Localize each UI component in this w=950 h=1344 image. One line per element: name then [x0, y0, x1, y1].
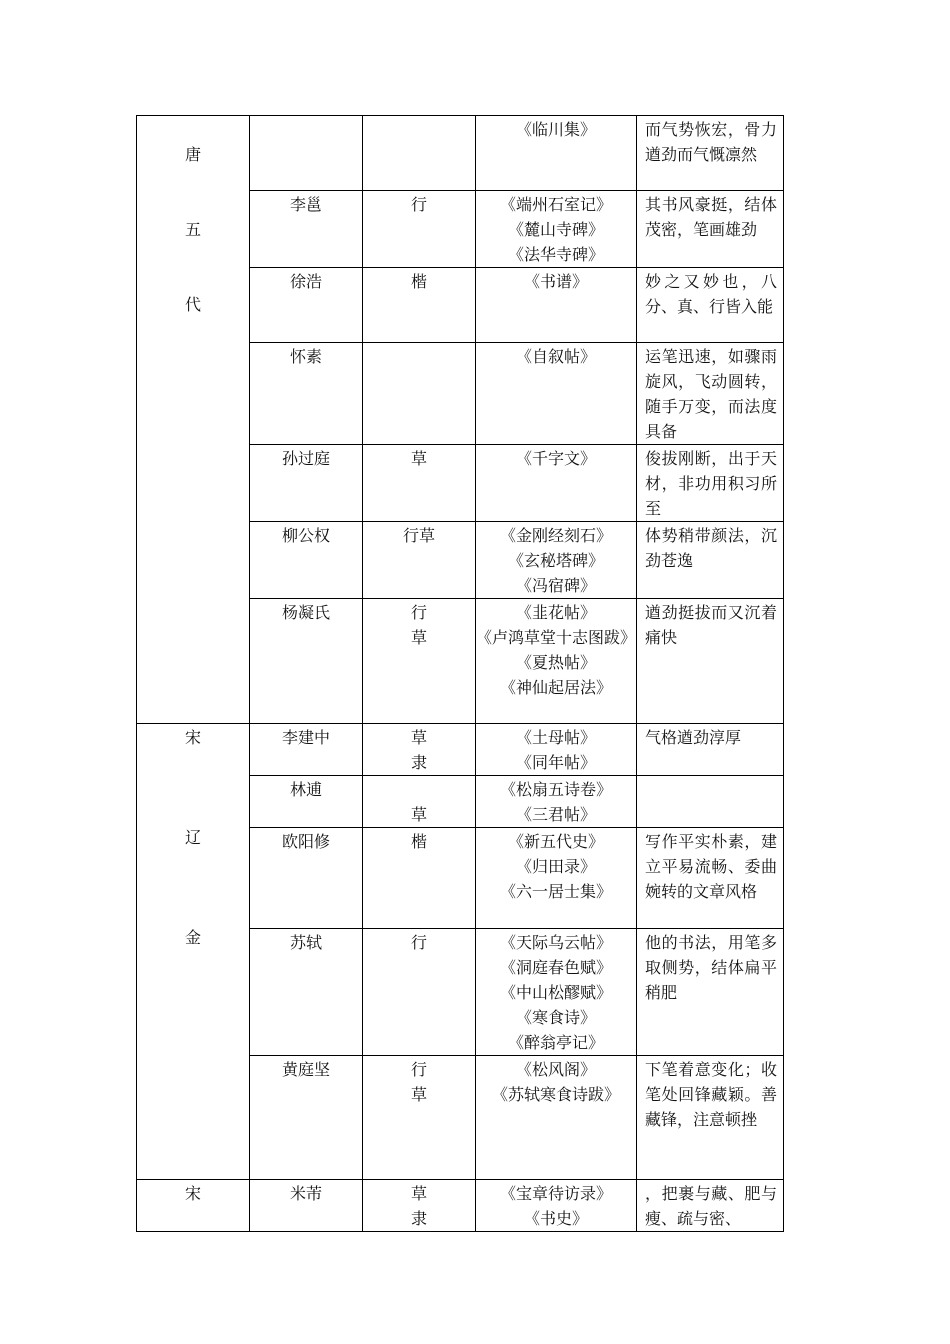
calligrapher-name: 欧阳修 [250, 828, 363, 929]
work-title: 《宝章待访录》 [499, 1184, 612, 1203]
works-cell [476, 724, 637, 776]
dynasty-char: 唐 [184, 145, 201, 164]
work-title: 《土母帖》 [515, 728, 596, 747]
script-style: 行 [410, 603, 427, 622]
work-title: 《新五代史》 [507, 832, 604, 851]
calligrapher-name: 李邕 [250, 191, 363, 268]
dynasty-cell [137, 116, 250, 724]
script-style: 行草 [402, 526, 435, 545]
script-style-cell [363, 599, 476, 724]
calligrapher-name: 黄庭坚 [250, 1056, 363, 1180]
script-style-cell [363, 116, 476, 191]
work-title: 《夏热帖》 [515, 653, 596, 672]
style-notes: 而气势恢宏，骨力遒劲而气慨凛然 [637, 116, 784, 191]
work-title: 《寒食诗》 [515, 1008, 596, 1027]
script-style-cell [363, 776, 476, 828]
script-style-cell [363, 522, 476, 599]
calligrapher-name: 徐浩 [250, 268, 363, 343]
works-cell [476, 776, 637, 828]
script-style-cell [363, 929, 476, 1056]
dynasty-cell [137, 1180, 250, 1232]
calligrapher-name: 苏轼 [250, 929, 363, 1056]
works-cell [476, 116, 637, 191]
style-notes: 俊拔刚断，出于天材，非功用积习所至 [637, 445, 784, 522]
script-style: 草 [410, 1184, 427, 1203]
style-notes: 他的书法，用笔多取侧势，结体扁平稍肥 [637, 929, 784, 1056]
calligrapher-name: 李建中 [250, 724, 363, 776]
style-notes: 运笔迅速，如骤雨旋风，飞动圆转，随手万变，而法度具备 [637, 343, 784, 445]
table-row [137, 116, 784, 191]
style-notes: 遒劲挺拔而又沉着痛快 [637, 599, 784, 724]
script-style [363, 777, 475, 802]
script-style-cell [363, 724, 476, 776]
work-title: 《醉翁亭记》 [507, 1033, 604, 1052]
table-row [137, 1180, 784, 1232]
script-style: 隶 [410, 753, 427, 772]
work-title: 《松扇五诗卷》 [499, 780, 612, 799]
dynasty-char: 宋 [184, 1184, 201, 1203]
calligrapher-name [250, 116, 363, 191]
script-style: 行 [410, 195, 427, 214]
work-title: 《金刚经刻石》 [499, 526, 612, 545]
works-cell [476, 828, 637, 929]
work-title: 《端州石室记》 [499, 195, 612, 214]
works-cell [476, 599, 637, 724]
work-title: 《洞庭春色赋》 [499, 958, 612, 977]
dynasty-char: 辽 [184, 828, 201, 847]
works-cell [476, 445, 637, 522]
work-title: 《冯宿碑》 [515, 576, 596, 595]
work-title: 《天际乌云帖》 [499, 933, 612, 952]
style-notes: 体势稍带颜法，沉劲苍逸 [637, 522, 784, 599]
style-notes: 下笔着意变化；收笔处回锋藏颖。善藏锋，注意顿挫 [637, 1056, 784, 1180]
script-style: 草 [410, 728, 427, 747]
work-title: 《千字文》 [515, 449, 596, 468]
script-style-cell [363, 268, 476, 343]
works-cell [476, 1056, 637, 1180]
work-title: 《卢鸿草堂十志图跋》 [476, 628, 637, 647]
script-style-cell [363, 343, 476, 445]
works-cell [476, 191, 637, 268]
table-row [137, 724, 784, 776]
work-title: 《麓山寺碑》 [507, 220, 604, 239]
work-title: 《松风阁》 [515, 1060, 596, 1079]
work-title: 《中山松醪赋》 [499, 983, 612, 1002]
dynasty-char: 代 [184, 295, 201, 314]
works-cell [476, 1180, 637, 1232]
works-cell [476, 343, 637, 445]
style-notes [637, 776, 784, 828]
work-title: 《临川集》 [515, 120, 596, 139]
work-title: 《韭花帖》 [515, 603, 596, 622]
script-style-cell [363, 445, 476, 522]
style-notes: 妙之又妙也，八分、真、行皆入能 [637, 268, 784, 343]
script-style: 行 [410, 933, 427, 952]
script-style-cell [363, 1180, 476, 1232]
script-style-cell [363, 191, 476, 268]
calligrapher-name: 米芾 [250, 1180, 363, 1232]
calligrapher-name: 杨凝氏 [250, 599, 363, 724]
style-notes: 气格遒劲淳厚 [637, 724, 784, 776]
dynasty-char: 五 [184, 220, 201, 239]
work-title: 《六一居士集》 [499, 882, 612, 901]
script-style: 草 [410, 805, 427, 824]
script-style-cell [363, 828, 476, 929]
work-title: 《三君帖》 [515, 805, 596, 824]
style-notes: 写作平实朴素，建立平易流畅、委曲婉转的文章风格 [637, 828, 784, 929]
works-cell [476, 929, 637, 1056]
calligrapher-name: 孙过庭 [250, 445, 363, 522]
dynasty-char: 金 [184, 928, 201, 947]
dynasty-cell [137, 724, 250, 1180]
calligrapher-name: 柳公权 [250, 522, 363, 599]
script-style: 楷 [410, 272, 427, 291]
script-style: 楷 [410, 832, 427, 851]
script-style: 隶 [410, 1209, 427, 1228]
dynasty-char: 宋 [184, 728, 201, 747]
work-title: 《法华寺碑》 [507, 245, 604, 264]
work-title: 《同年帖》 [515, 753, 596, 772]
script-style: 草 [410, 449, 427, 468]
script-style-cell [363, 1056, 476, 1180]
script-style: 草 [410, 1085, 427, 1104]
calligraphy-table [136, 115, 784, 1232]
work-title: 《玄秘塔碑》 [507, 551, 604, 570]
work-title: 《书谱》 [523, 272, 588, 291]
work-title: 《书史》 [523, 1209, 588, 1228]
works-cell [476, 522, 637, 599]
script-style: 草 [410, 628, 427, 647]
work-title: 《自叙帖》 [515, 347, 596, 366]
work-title: 《归田录》 [515, 857, 596, 876]
works-cell [476, 268, 637, 343]
work-title: 《苏轼寒食诗跋》 [491, 1085, 620, 1104]
script-style: 行 [410, 1060, 427, 1079]
style-notes: ，把裹与藏、肥与瘦、疏与密、 [637, 1180, 784, 1232]
style-notes: 其书风豪挺，结体茂密，笔画雄劲 [637, 191, 784, 268]
work-title: 《神仙起居法》 [499, 678, 612, 697]
calligrapher-name: 怀素 [250, 343, 363, 445]
calligrapher-name: 林逋 [250, 776, 363, 828]
